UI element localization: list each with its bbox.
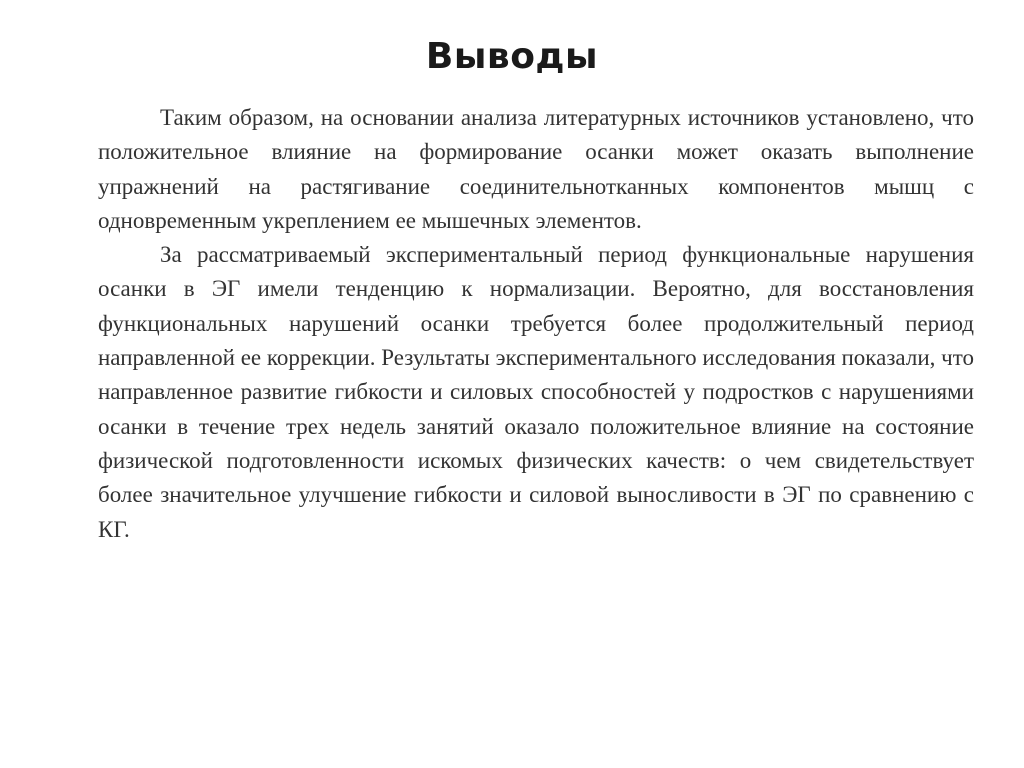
body-paragraph-1: Таким образом, на основании анализа литературных источников установлено, что положительное влияние на формирование осанки может оказать выполнение упражнений на растягивание соединительнотканных компонентов мышц с одновременным укреплением ее мышечных элементов. [98,105,974,233]
body-paragraph-2: За рассматриваемый экспериментальный период функциональные нарушения осанки в ЭГ имели тенденцию к нормализации. Вероятно, для восстановления функциональных нарушений осанки требуется более продолжительный период направленной ее коррекции. Результаты экспериментального исследования показали, что направленное развитие гибкости и силовых способностей у подростков с нарушениями осанки в течение трех недель занятий оказало положительное влияние на состояние физической подготовленности искомых физических качеств: о чем свидетельствует более значительное улучшение гибкости и силовой выносливости в ЭГ по сравнению с КГ. [98,242,974,542]
slide-title: Выводы [425,36,599,77]
slide-body [98,101,974,547]
